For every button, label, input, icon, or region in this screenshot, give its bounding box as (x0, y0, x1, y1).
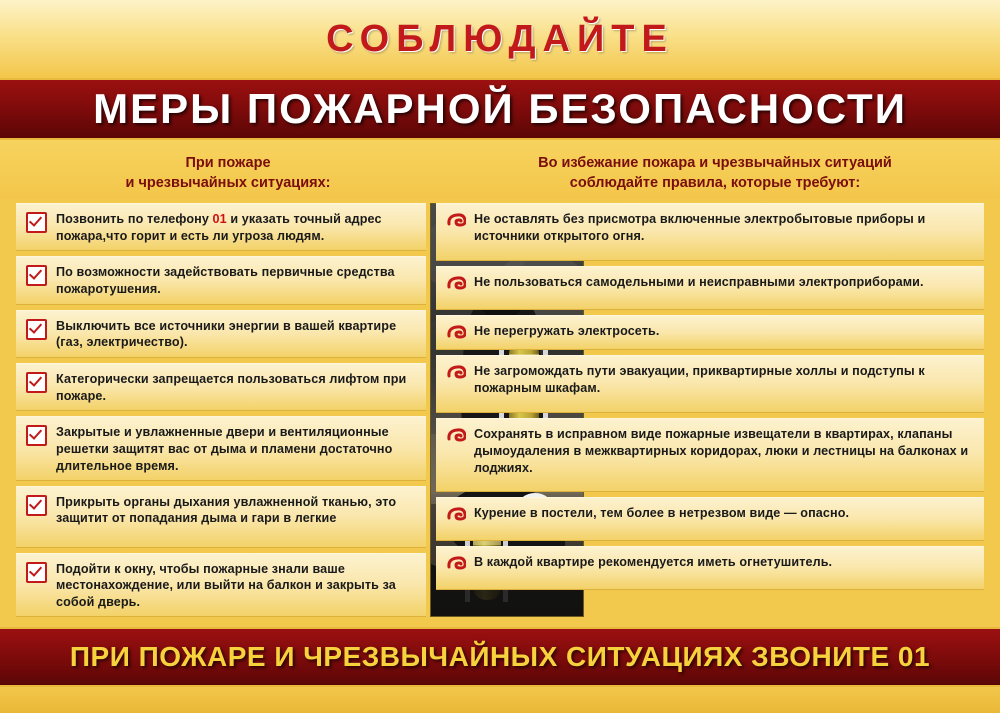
list-item (436, 418, 984, 492)
left-column-heading-line2: и чрезвычайных ситуациях: (125, 174, 331, 191)
poster-bottom-strip (0, 687, 1000, 713)
list-item-text: Категорически запрещается пользоваться лифтом при пожаре. (56, 371, 407, 403)
checkbox-checked-icon (26, 372, 47, 393)
right-instructions-list (426, 203, 984, 617)
list-item-text: Подойти к окну, чтобы пожарные знали ваше местонахождение, или выйти на балкон и закрыть за собой дверь. (56, 561, 396, 610)
poster-header-top (0, 0, 1000, 78)
list-item (16, 203, 426, 251)
list-item (436, 315, 984, 350)
checkbox-checked-icon (26, 562, 47, 583)
checkbox-checked-icon (26, 265, 47, 286)
list-item (16, 310, 426, 358)
flame-swirl-icon (446, 555, 466, 573)
checkbox-checked-icon (26, 212, 47, 233)
list-item (436, 203, 984, 261)
list-item (16, 256, 426, 304)
left-instructions-list (16, 203, 426, 617)
flame-swirl-icon (446, 427, 466, 445)
column-headings (0, 140, 1000, 199)
flame-swirl-icon (446, 506, 466, 524)
checkbox-checked-icon (26, 319, 47, 340)
list-item (16, 363, 426, 411)
flame-swirl-icon (446, 275, 466, 293)
flame-swirl-icon (446, 324, 466, 342)
right-column-heading (448, 154, 982, 193)
list-item (16, 486, 426, 548)
list-item-text: По возможности задействовать первичные средства пожаротушения. (56, 265, 395, 297)
page-title-small: СОБЛЮДАЙТЕ (326, 17, 674, 60)
list-item-text: Позвонить по телефону 01 и указать точный адрес пожара,что горит и есть ли угроза людям. (56, 212, 382, 243)
right-column-heading-line1: Во избежание пожара и чрезвычайных ситуаций (538, 155, 892, 171)
list-item (436, 355, 984, 413)
flame-swirl-icon (446, 364, 466, 382)
heading-spacer (438, 154, 448, 193)
flame-swirl-icon (446, 212, 466, 230)
list-item-text: Сохранять в исправном виде пожарные извещатели в квартирах, клапаны дымоудаления в межквартирных коридорах, люки и лестницы на балконах и лоджиях. (474, 427, 969, 475)
list-item-text: Не пользоваться самодельными и неисправными электроприборами. (474, 275, 924, 290)
list-item (436, 266, 984, 310)
list-item-text: Выключить все источники энергии в вашей квартире (газ, электричество). (56, 318, 397, 350)
list-item-text: Курение в постели, тем более в нетрезвом виде — опасно. (474, 506, 850, 521)
list-item-text: Прикрыть органы дыхания увлажненной тканью, это защитит от попадания дыма и гари в легкие (56, 494, 397, 526)
list-item-text: Не оставлять без присмотра включенные электробытовые приборы и источники открытого огня. (474, 212, 926, 243)
checkbox-checked-icon (26, 495, 47, 516)
list-item (16, 553, 426, 617)
page-title-large: МЕРЫ ПОЖАРНОЙ БЕЗОПАСНОСТИ (93, 85, 907, 132)
poster-body (0, 199, 1000, 617)
left-column-heading (18, 154, 438, 193)
list-item (436, 546, 984, 590)
poster-footer-band (0, 627, 1000, 687)
footer-emergency-text: ПРИ ПОЖАРЕ И ЧРЕЗВЫЧАЙНЫХ СИТУАЦИЯХ ЗВОНИТЕ 01 (69, 641, 931, 672)
list-item (16, 416, 426, 480)
checkbox-checked-icon (26, 425, 47, 446)
list-item-text: Не загромождать пути эвакуации, приквартирные холлы и подступы к пожарным шкафам. (474, 364, 925, 395)
list-item (436, 497, 984, 541)
right-column-heading-line2: соблюдайте правила, которые требуют: (569, 174, 861, 191)
list-item-text: В каждой квартире рекомендуется иметь огнетушитель. (474, 555, 833, 570)
poster-header-band (0, 78, 1000, 140)
left-column-heading-line1: При пожаре (185, 155, 271, 171)
list-item-text: Не перегружать электросеть. (474, 324, 660, 339)
list-item-text: Закрытые и увлажненные двери и вентиляционные решетки защитят вас от дыма и пламени достаточно длительное время. (56, 425, 393, 473)
